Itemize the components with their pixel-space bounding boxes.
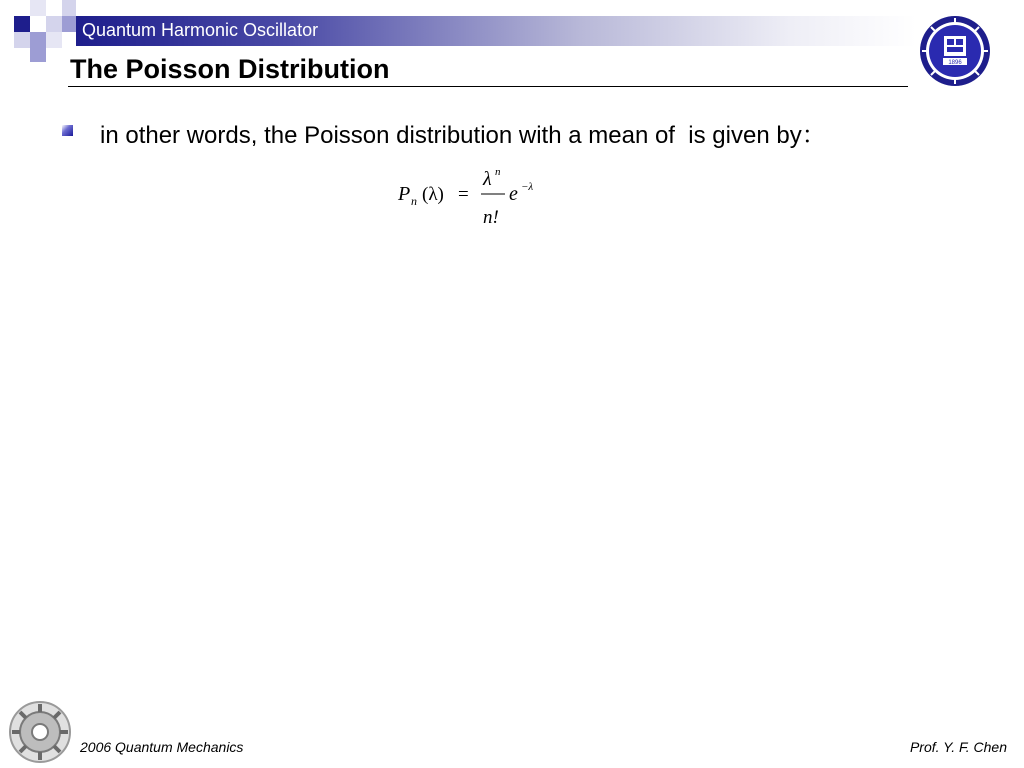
formula-numerator: λ bbox=[483, 168, 492, 190]
footer-course: 2006 Quantum Mechanics bbox=[80, 739, 244, 755]
formula-argument: (λ) bbox=[422, 184, 444, 205]
poisson-formula bbox=[395, 160, 555, 235]
formula-numerator-exponent: n bbox=[495, 166, 501, 178]
formula-e: e bbox=[509, 183, 518, 205]
formula-exponent: −λ bbox=[521, 181, 534, 193]
bullet-text: in other words, the Poisson distribution with a mean of is given by： bbox=[100, 122, 826, 149]
footer-author: Prof. Y. F. Chen bbox=[909, 739, 1007, 755]
decor-square bbox=[14, 16, 30, 32]
decor-square bbox=[46, 32, 62, 48]
decor-square bbox=[62, 0, 76, 16]
logo-year: 1896 bbox=[948, 60, 962, 66]
decor-square bbox=[30, 48, 46, 62]
bullet-square-icon bbox=[62, 125, 73, 136]
decor-square bbox=[30, 32, 46, 48]
decor-square bbox=[30, 0, 46, 16]
decor-square bbox=[14, 32, 30, 48]
decor-square bbox=[30, 16, 46, 32]
university-logo bbox=[918, 14, 992, 88]
formula-equals: = bbox=[458, 184, 469, 205]
formula-denominator: n! bbox=[483, 207, 499, 228]
formula-P: P bbox=[398, 183, 411, 205]
title-underline bbox=[68, 86, 908, 87]
slide-title: The Poisson Distribution bbox=[70, 54, 390, 84]
header-bar bbox=[76, 16, 916, 46]
header-title: Quantum Harmonic Oscillator bbox=[82, 20, 319, 40]
formula-subscript-n: n bbox=[411, 194, 417, 208]
decor-square bbox=[46, 16, 62, 32]
decor-square bbox=[62, 16, 76, 32]
gear-emblem-icon bbox=[4, 698, 76, 766]
